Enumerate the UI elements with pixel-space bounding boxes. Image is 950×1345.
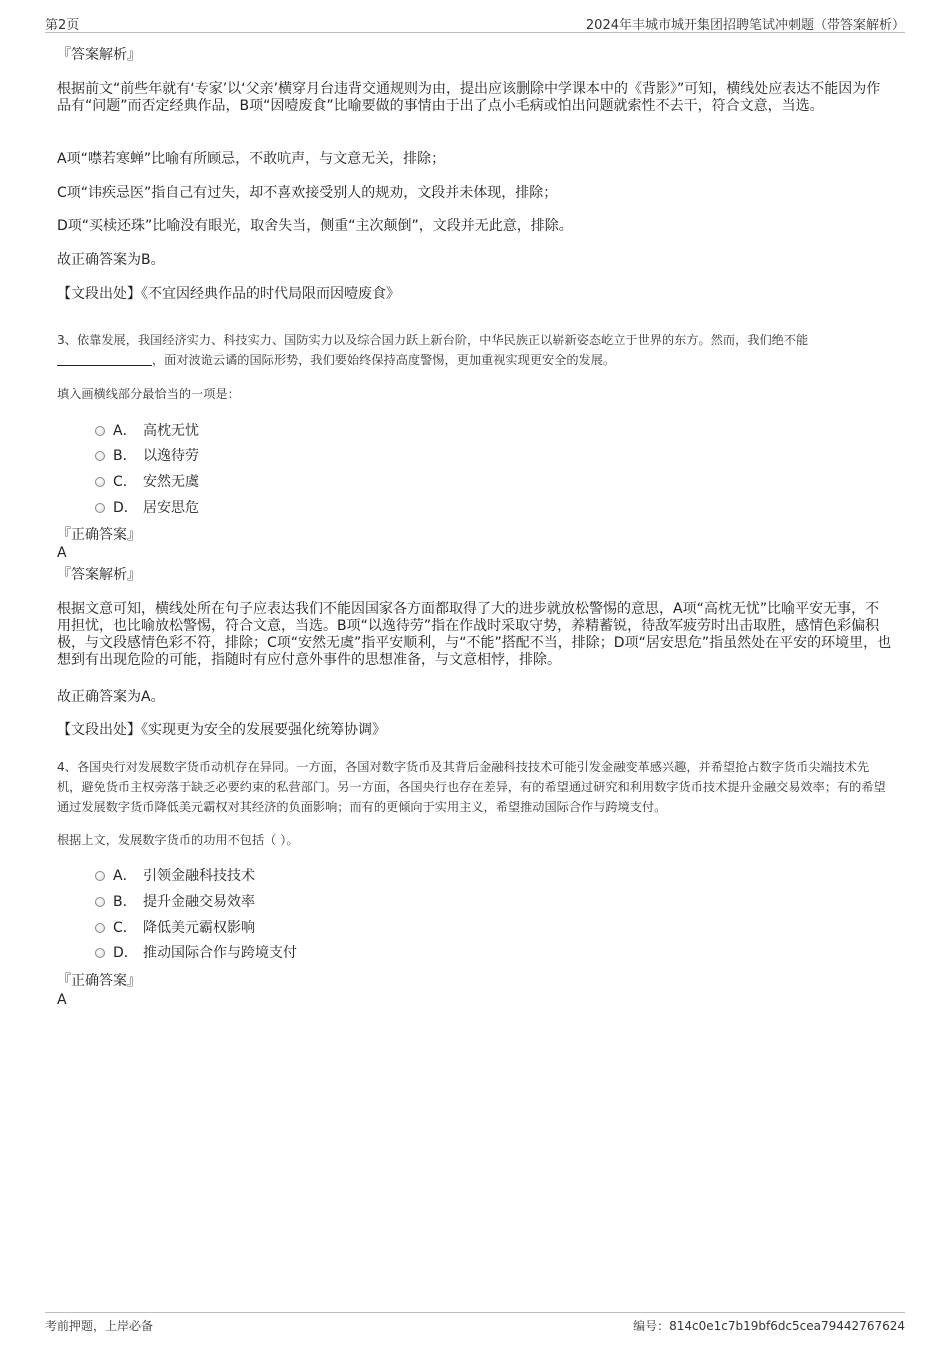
radio-icon[interactable] <box>95 477 105 487</box>
q4-option-a[interactable]: A． 引领金融科技技术 <box>95 866 255 886</box>
q2-analysis: 根据前文“前些年就有‘专家’以‘父亲’横穿月台违背交通规则为由，提出应该删除中学课本中的《背影》”可知，横线处应表达不能因为作品有“问题”而否定经典作品，B项“因噎废食”比喻要做的事情由于出了点小毛病或怕出问题就索性不去干，符合文意，当选。 <box>57 81 881 114</box>
q2-source: 【文段出处】《不宜因经典作品的时代局限而因噎废食》 <box>57 286 400 302</box>
q3-option-a[interactable]: A． 高枕无忧 <box>95 421 199 441</box>
q4-answer-label: 『正确答案』 <box>57 973 141 989</box>
q4-prompt: 根据上文，发展数字货币的功用不包括（ ）。 <box>57 833 299 847</box>
q3-analysis: 根据文意可知，横线处所在句子应表达我们不能因国家各方面都取得了大的进步就放松警惕的意思，A项“高枕无忧”比喻平安无事，不用担忧，也比喻放松警惕，符合文意，当选。B项“以逸待劳”指在作战时采取守势，养精蓄锐，待敌军疲劳时出击取胜，感情色彩偏积极，与文段感情色彩不符，排除；C项“安然无虞”指平安顺利，与“不能”搭配不当，排除；D项“居安思危”指虽然处在平安的环境里，也想到有出现危险的可能，指随时有应付意外事件的思想准备，与文意相悖，排除。 <box>57 601 892 668</box>
q3-stem <box>57 330 893 370</box>
page-number: 第2页 <box>45 18 80 33</box>
q4-stem: 4、各国央行对发展数字货币动机存在异同。一方面，各国对数字货币及其背后金融科技技术可能引发金融变革感兴趣，并希望抢占数字货币尖端技术先机，避免货币主权旁落于缺乏必要约束的私营部门。另一方面，各国央行也存在差异，有的希望通过研究和利用数字货币技术提升金融交易效率；有的希望通过发展数字货币降低美元霸权对其经济的负面影响；而有的更倾向于实用主义，希望推动国际合作与跨境支付。 <box>57 760 886 814</box>
q3-option-c[interactable]: C． 安然无虞 <box>95 472 199 492</box>
q2-option-d-analysis: D项“买椟还珠”比喻没有眼光，取舍失当，侧重“主次颠倒”，文段并无此意，排除。 <box>57 218 573 234</box>
q3-answer: A <box>57 545 67 561</box>
q3-answer-label: 『正确答案』 <box>57 527 141 543</box>
q2-conclusion: 故正确答案为B。 <box>57 252 165 268</box>
q3-stem-part2: ，面对波诡云谲的国际形势，我们要始终保持高度警惕，更加重视实现更安全的发展。 <box>152 353 616 367</box>
q3-conclusion: 故正确答案为A。 <box>57 689 165 705</box>
q4-answer: A <box>57 992 67 1008</box>
radio-icon[interactable] <box>95 897 105 907</box>
q3-blank-line <box>57 351 152 366</box>
q3-analysis-label: 『答案解析』 <box>57 567 141 583</box>
radio-icon[interactable] <box>95 503 105 513</box>
q3-option-d[interactable]: D． 居安思危 <box>95 498 199 518</box>
q3-option-b[interactable]: B． 以逸待劳 <box>95 446 199 466</box>
footer-slogan: 考前押题，上岸必备 <box>45 1319 154 1333</box>
q4-option-c[interactable]: C． 降低美元霸权影响 <box>95 918 255 938</box>
radio-icon[interactable] <box>95 948 105 958</box>
q2-analysis-label: 『答案解析』 <box>57 47 141 63</box>
radio-icon[interactable] <box>95 426 105 436</box>
page-footer <box>45 1312 905 1333</box>
q3-stem-part1: 3、依靠发展，我国经济实力、科技实力、国防实力以及综合国力跃上新台阶，中华民族正以崭新姿态屹立于世界的东方。然而，我们绝不能 <box>57 333 809 347</box>
document-id: 编号：814c0e1c7b19bf6dc5cea79442767624 <box>633 1319 905 1333</box>
q2-option-a-analysis: A项“噤若寒蝉”比喻有所顾忌，不敢吭声，与文意无关，排除； <box>57 151 446 167</box>
q3-prompt: 填入画横线部分最恰当的一项是： <box>57 387 240 401</box>
radio-icon[interactable] <box>95 871 105 881</box>
radio-icon[interactable] <box>95 923 105 933</box>
page-header <box>45 14 905 33</box>
document-title: 2024年丰城市城开集团招聘笔试冲刺题（带答案解析） <box>585 18 905 33</box>
q3-source: 【文段出处】《实现更为安全的发展要强化统筹协调》 <box>57 722 386 738</box>
radio-icon[interactable] <box>95 451 105 461</box>
q4-option-b[interactable]: B． 提升金融交易效率 <box>95 892 255 912</box>
q2-option-c-analysis: C项“讳疾忌医”指自己有过失，却不喜欢接受别人的规劝，文段并未体现，排除； <box>57 185 558 201</box>
q4-option-d[interactable]: D． 推动国际合作与跨境支付 <box>95 943 297 963</box>
